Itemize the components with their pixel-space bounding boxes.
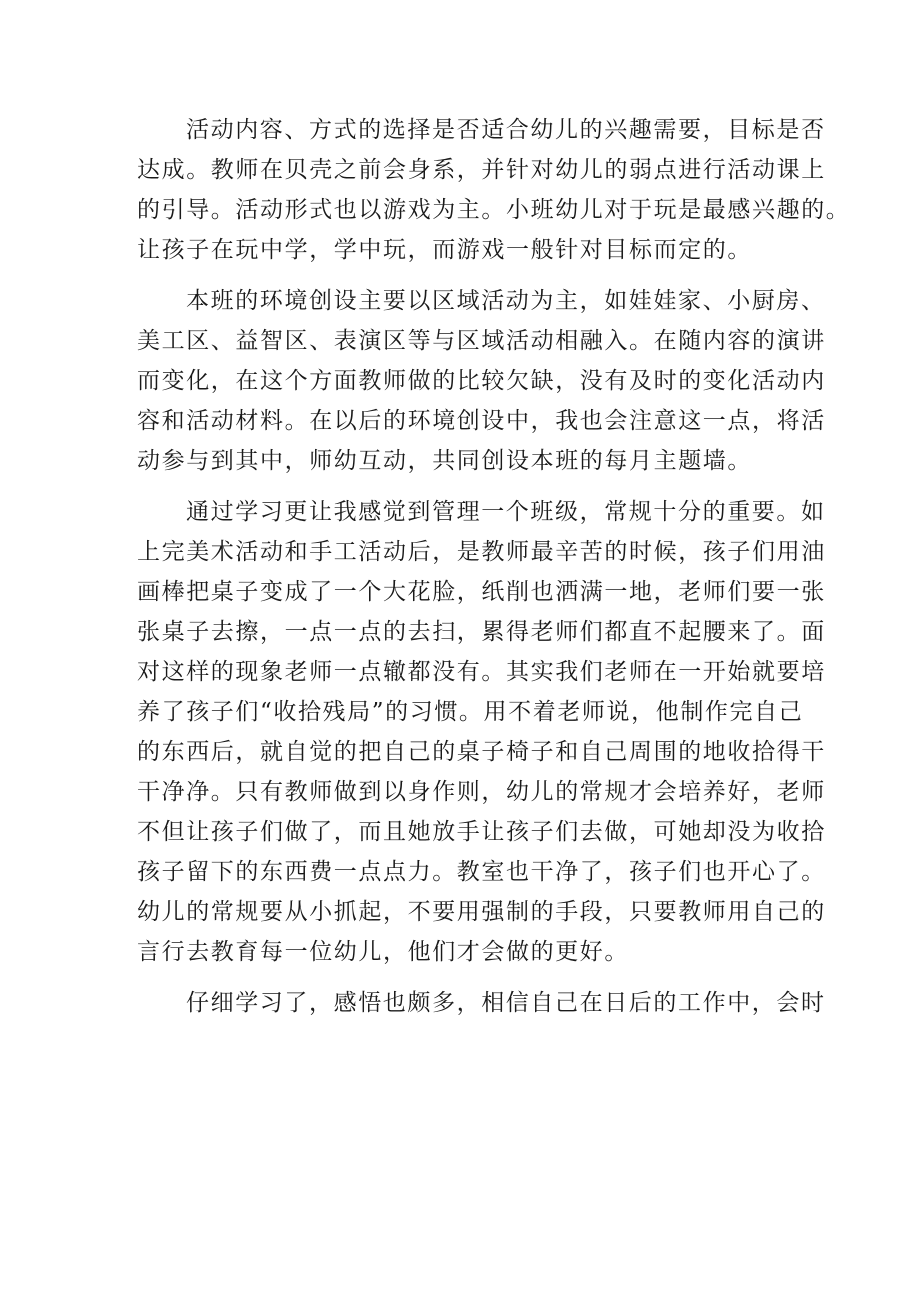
text-line: 美工区、益智区、表演区等与区域活动相融入。在随内容的演讲 — [137, 328, 826, 354]
text-line: 让孩子在玩中学，学中玩，而游戏一般针对目标而定的。 — [137, 237, 752, 263]
text-line: 仔细学习了，感悟也颇多，相信自己在日后的工作中，会时 — [186, 990, 826, 1016]
text-line: 容和活动材料。在以后的环境创设中，我也会注意这一点，将活 — [137, 408, 826, 434]
text-line: 上完美术活动和手工活动后，是教师最辛苦的时候，孩子们用油 — [137, 539, 826, 565]
text-line: 活动内容、方式的选择是否适合幼儿的兴趣需要，目标是否 — [186, 117, 826, 143]
text-line: 言行去教育每一位幼儿，他们才会做的更好。 — [137, 939, 629, 965]
text-line: 画棒把桌子变成了一个大花脸，纸削也洒满一地，老师们要一张 — [137, 579, 826, 605]
paragraph-3 — [137, 492, 826, 972]
paragraph-1 — [137, 110, 851, 270]
text-line: 达成。教师在贝壳之前会身系，并针对幼儿的弱点进行活动课上 — [137, 157, 826, 183]
text-line: 动参与到其中，师幼互动，共同创设本班的每月主题墙。 — [137, 448, 752, 474]
text-line: 对这样的现象老师一点辙都没有。其实我们老师在一开始就要培 — [137, 659, 826, 685]
text-line: 而变化，在这个方面教师做的比较欠缺，没有及时的变化活动内 — [137, 368, 826, 394]
text-line: 张桌子去擦，一点一点的去扫，累得老师们都直不起腰来了。面 — [137, 619, 826, 645]
text-line: 通过学习更让我感觉到管理一个班级，常规十分的重要。如 — [186, 499, 826, 525]
text-line: 的引导。活动形式也以游戏为主。小班幼儿对于玩是最感兴趣的。 — [137, 197, 851, 223]
paragraph-4 — [137, 983, 826, 1023]
text-line: 本班的环境创设主要以区域活动为主，如娃娃家、小厨房、 — [186, 288, 826, 314]
paragraph-2 — [137, 281, 826, 481]
text-line: 的东西后，就自觉的把自己的桌子椅子和自己周围的地收拾得干 — [137, 739, 826, 765]
document-body — [137, 110, 851, 1023]
text-line: 幼儿的常规要从小抓起，不要用强制的手段，只要教师用自己的 — [137, 899, 826, 925]
text-line: 孩子留下的东西费一点点力。教室也干净了，孩子们也开心了。 — [137, 859, 826, 885]
text-line: 不但让孩子们做了，而且她放手让孩子们去做，可她却没为收拾 — [137, 819, 826, 845]
text-line: 干净净。只有教师做到以身作则，幼儿的常规才会培养好，老师 — [137, 779, 826, 805]
text-line: 养了孩子们“收拾残局”的习惯。用不着老师说，他制作完自己 — [137, 699, 804, 725]
